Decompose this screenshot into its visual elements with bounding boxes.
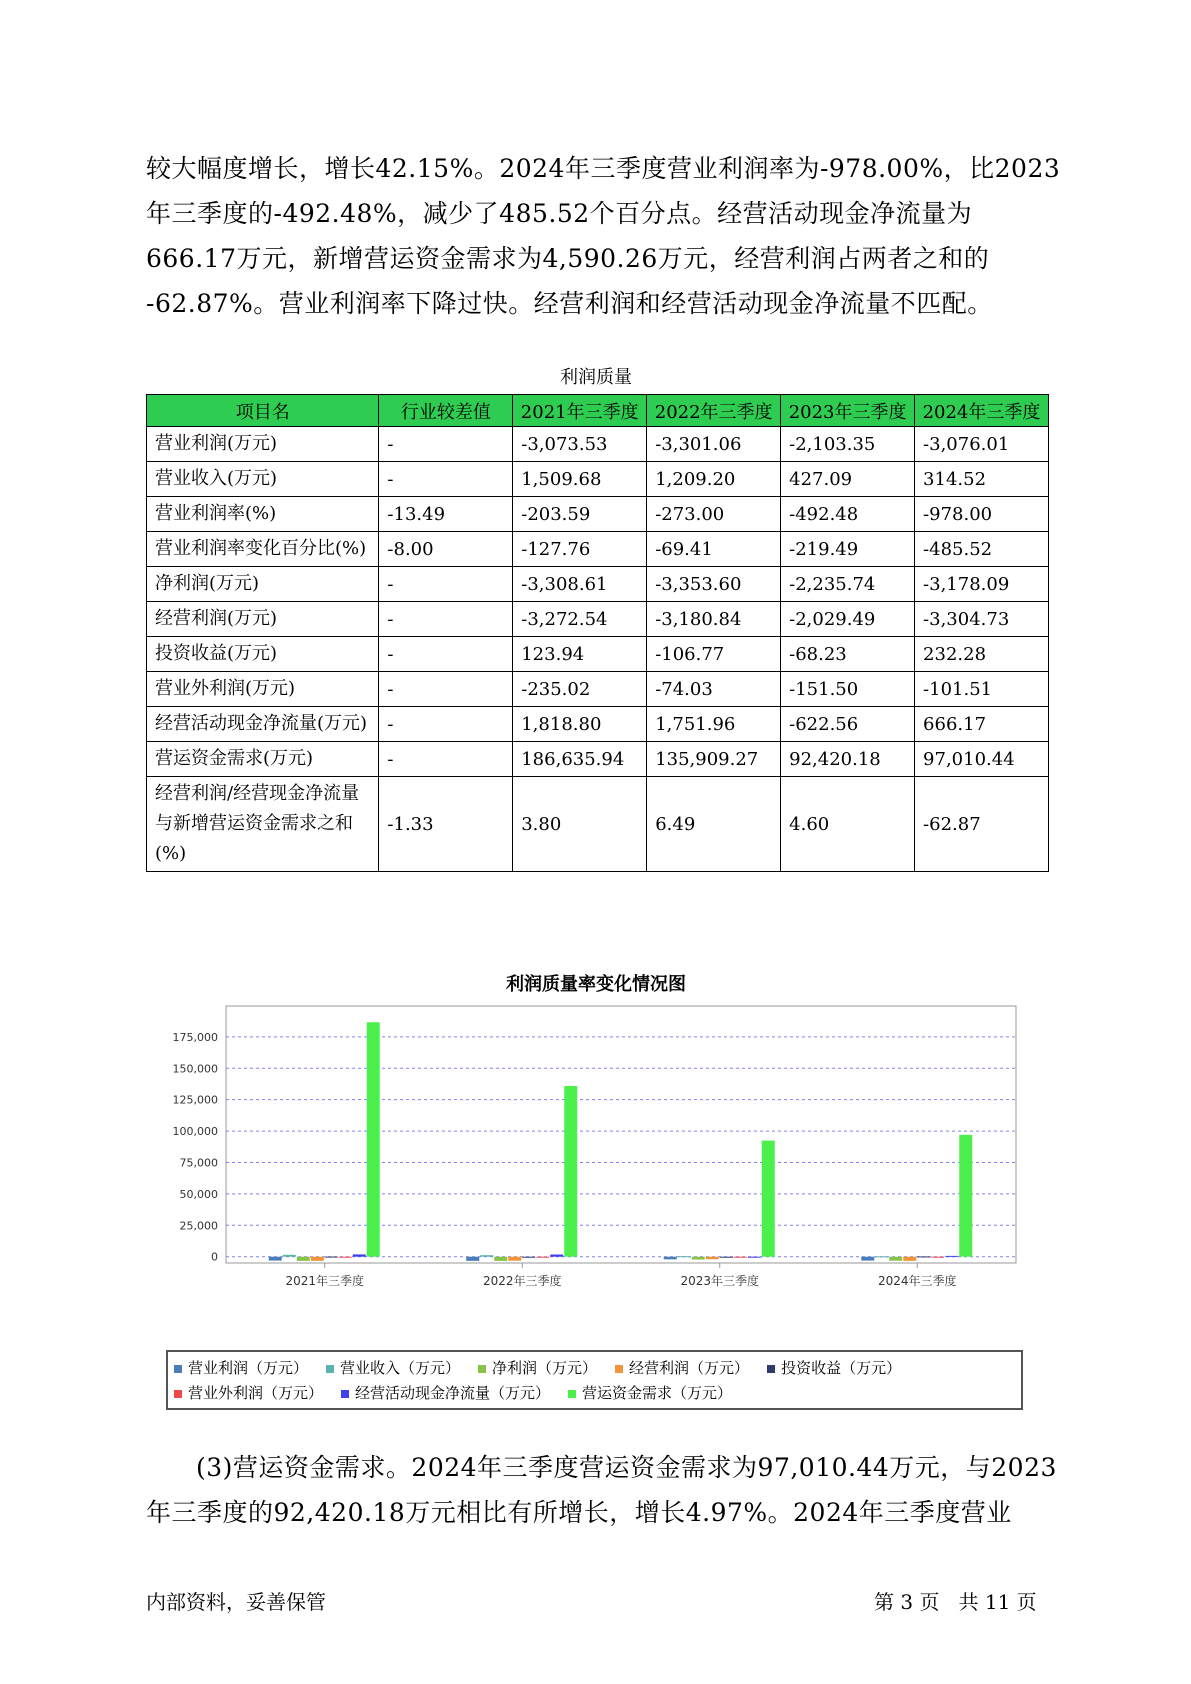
table-cell: -69.41 [647,532,781,567]
paragraph-line: (3)营运资金需求。2024年三季度营运资金需求为97,010.44万元，与2023 [196,1453,1057,1482]
table-cell: -219.49 [781,532,915,567]
legend-label: 营业收入（万元） [340,1359,461,1377]
legend-label: 营业利润（万元） [188,1359,309,1377]
legend-label: 净利润（万元） [492,1359,598,1377]
legend-item [568,1381,732,1406]
x-tick-label: 2023年三季度 [680,1274,760,1288]
table-cell: -3,308.61 [513,567,647,602]
table-cell: - [379,707,513,742]
legend-label: 投资收益（万元） [781,1359,902,1377]
bar [325,1257,338,1258]
table-cell: -273.00 [647,497,781,532]
row-label: 营业利润(万元) [147,427,379,462]
table-title: 利润质量 [560,367,632,388]
bar [367,1022,380,1256]
bar [959,1135,972,1257]
paragraph-bottom [146,1445,1076,1535]
bar [522,1257,535,1258]
header-cell: 2023年三季度 [781,395,915,427]
y-tick-label: 25,000 [179,1219,218,1233]
legend-item [615,1356,749,1381]
bar [692,1257,705,1260]
table-cell: 427.09 [781,462,915,497]
table-cell: -106.77 [647,637,781,672]
bar [297,1257,310,1261]
legend-swatch [615,1365,623,1373]
table-cell: -492.48 [781,497,915,532]
table-cell: -235.02 [513,672,647,707]
table-cell: -3,178.09 [915,567,1049,602]
table-row [147,742,1049,777]
bar [748,1257,761,1258]
bar [931,1257,944,1258]
y-tick-label: 75,000 [179,1156,218,1170]
table-cell: -203.59 [513,497,647,532]
bar [678,1256,691,1257]
table-cell: 97,010.44 [915,742,1049,777]
bar [564,1086,577,1257]
row-label: 投资收益(万元) [147,637,379,672]
bar [339,1257,352,1258]
table-cell: 123.94 [513,637,647,672]
table-cell: -13.49 [379,497,513,532]
table-row [147,602,1049,637]
row-label: 营业外利润(万元) [147,672,379,707]
legend-swatch [478,1365,486,1373]
table-cell: 186,635.94 [513,742,647,777]
bar [480,1255,493,1257]
y-tick-label: 125,000 [172,1093,218,1107]
row-label: 营运资金需求(万元) [147,742,379,777]
header-cell: 行业较差值 [379,395,513,427]
table-cell: - [379,462,513,497]
footer-right: 第 3 页 共 11 页 [874,1590,1037,1614]
legend-label: 营运资金需求（万元） [582,1384,733,1402]
legend-swatch [341,1390,349,1398]
table-cell: -978.00 [915,497,1049,532]
table-cell: -74.03 [647,672,781,707]
table-cell: - [379,672,513,707]
bar [875,1256,888,1257]
bar [706,1257,719,1260]
bar [861,1257,874,1261]
header-cell: 2024年三季度 [915,395,1049,427]
table-cell: -622.56 [781,707,915,742]
legend-swatch [174,1390,182,1398]
x-tick-label: 2021年三季度 [285,1274,365,1288]
row-label: 营业收入(万元) [147,462,379,497]
table-cell: -8.00 [379,532,513,567]
table-cell: - [379,742,513,777]
table-row [147,497,1049,532]
table-row [147,567,1049,602]
table-row [147,462,1049,497]
table-cell: -485.52 [915,532,1049,567]
table-cell: -3,301.06 [647,427,781,462]
paragraph-line: 年三季度的92,420.18万元相比有所增长，增长4.97%。2024年三季度营业 [146,1498,1012,1527]
table-cell: 1,751.96 [647,707,781,742]
table-cell: 1,509.68 [513,462,647,497]
legend-swatch [767,1365,775,1373]
y-tick-label: 50,000 [179,1187,218,1201]
table-header-row [147,395,1049,427]
profit-quality-table [146,394,1049,872]
table-cell: 92,420.18 [781,742,915,777]
bar [466,1257,479,1261]
y-tick-label: 150,000 [172,1062,218,1076]
table-cell: - [379,427,513,462]
table-cell: -127.76 [513,532,647,567]
table-row [147,707,1049,742]
row-label: 经营利润(万元) [147,602,379,637]
legend-label: 经营活动现金净流量（万元） [355,1384,551,1402]
chart-title: 利润质量率变化情况图 [506,974,686,995]
header-cell: 2021年三季度 [513,395,647,427]
table-cell: -101.51 [915,672,1049,707]
table-cell: -3,304.73 [915,602,1049,637]
row-label: 经营利润/经营现金净流量与新增营运资金需求之和(%) [147,777,379,872]
table-cell: - [379,637,513,672]
legend-swatch [326,1365,334,1373]
y-tick-label: 175,000 [172,1030,218,1044]
table-cell: -2,235.74 [781,567,915,602]
legend-swatch [174,1365,182,1373]
chart-legend [166,1350,1023,1410]
table-cell: -3,076.01 [915,427,1049,462]
table-cell: 6.49 [647,777,781,872]
legend-item [174,1356,308,1381]
bar [283,1255,296,1257]
bar [494,1257,507,1261]
table-cell: -2,103.35 [781,427,915,462]
table-cell: 666.17 [915,707,1049,742]
table-cell: 314.52 [915,462,1049,497]
table-row [147,637,1049,672]
paragraph-line: 较大幅度增长，增长42.15%。2024年三季度营业利润率为-978.00%，比2023 [146,154,1061,183]
legend-label: 营业外利润（万元） [188,1384,324,1402]
table-cell: -68.23 [781,637,915,672]
table-cell: - [379,567,513,602]
paragraph-line: -62.87%。营业利润率下降过快。经营利润和经营活动现金净流量不匹配。 [146,289,993,318]
bar [889,1257,902,1261]
profit-quality-chart [146,960,1046,1420]
x-tick-label: 2022年三季度 [482,1274,562,1288]
table-row [147,427,1049,462]
legend-item [478,1356,597,1381]
legend-label: 经营利润（万元） [629,1359,750,1377]
row-label: 营业利润率(%) [147,497,379,532]
bar [762,1141,775,1257]
bar [720,1257,733,1258]
table-cell: -151.50 [781,672,915,707]
table-cell: 232.28 [915,637,1049,672]
table-row [147,672,1049,707]
table-row [147,777,1049,872]
row-label: 经营活动现金净流量(万元) [147,707,379,742]
bar [269,1257,282,1261]
legend-item [341,1381,550,1406]
table-cell: -62.87 [915,777,1049,872]
legend-item [326,1356,460,1381]
bar [903,1257,916,1261]
table-cell: -1.33 [379,777,513,872]
bar [550,1255,563,1257]
table-row [147,532,1049,567]
paragraph-line: 年三季度的-492.48%，减少了485.52个百分点。经营活动现金净流量为 [146,199,973,228]
row-label: 营业利润率变化百分比(%) [147,532,379,567]
legend-item [767,1356,901,1381]
table-cell: -3,272.54 [513,602,647,637]
paragraph-top [146,146,1076,326]
footer-left: 内部资料，妥善保管 [146,1590,326,1614]
table-cell: 1,209.20 [647,462,781,497]
table-cell: -3,073.53 [513,427,647,462]
bar [353,1254,366,1256]
header-cell: 项目名 [147,395,379,427]
table-cell: -3,353.60 [647,567,781,602]
header-cell: 2022年三季度 [647,395,781,427]
bar [536,1257,549,1258]
table-cell: 3.80 [513,777,647,872]
table-cell: 135,909.27 [647,742,781,777]
legend-swatch [568,1390,576,1398]
bar [917,1256,930,1257]
x-tick-label: 2024年三季度 [877,1274,957,1288]
bar [945,1256,958,1257]
paragraph-line: 666.17万元，新增营运资金需求为4,590.26万元，经营利润占两者之和的 [146,244,990,273]
bar [508,1257,521,1261]
plot-area [226,1006,1016,1263]
bar [734,1257,747,1258]
legend-item [174,1381,323,1406]
bar [311,1257,324,1261]
table-cell: 4.60 [781,777,915,872]
table-cell: -3,180.84 [647,602,781,637]
table-cell: - [379,602,513,637]
y-tick-label: 100,000 [172,1125,218,1139]
bar [664,1257,677,1260]
y-tick-label: 0 [211,1250,218,1264]
table-cell: 1,818.80 [513,707,647,742]
table-cell: -2,029.49 [781,602,915,637]
chart-svg [146,960,1046,1350]
row-label: 净利润(万元) [147,567,379,602]
